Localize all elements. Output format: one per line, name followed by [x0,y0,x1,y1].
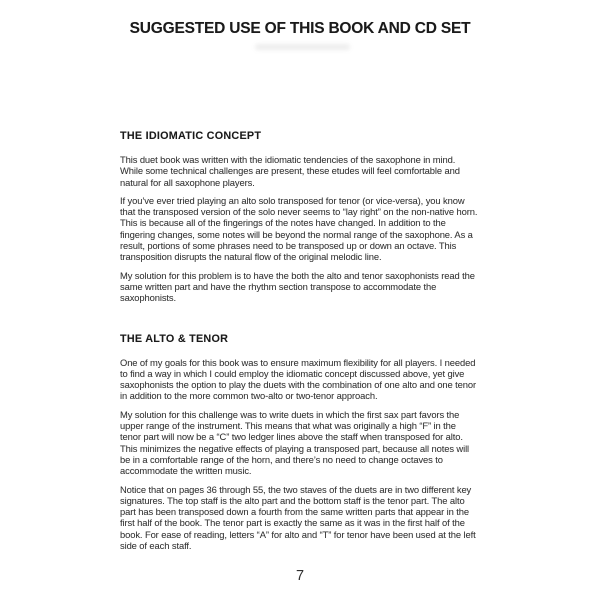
text-line: While some technical challenges are present, these etudes will feel comfortable and [120,165,460,177]
text-line: book. For ease of reading, letters “A” for alto and “T” for tenor have been used at the left [120,528,476,540]
text-line: tenor part will now be a “C” two ledger lines above the staff when transposed for alto. [120,431,463,443]
text-line: Notice that on pages 36 through 55, the two staves of the duets are in two different key [120,483,472,495]
text-line: to find a way in which I could employ the idiomatic concept discussed above, yet give [120,367,465,379]
section-heading: THE ALTO & TENOR [120,332,229,345]
text-line: part has been transposed down a fourth from the same written parts that appear in the [120,506,470,518]
text-line: accommodate the written music. [120,465,252,477]
text-line: in addition to the more common two-alto or two-tenor approach. [120,390,378,402]
page-title: SUGGESTED USE OF THIS BOOK AND CD SET [129,20,471,37]
page-number: 7 [295,568,305,584]
page-content [120,131,500,551]
text-line: transposition disrupts the natural flow of the original melodic line. [120,251,382,263]
text-line: If you’ve ever tried playing an alto solo transposed for tenor (or vice-versa), you know [120,194,465,206]
paragraph [120,195,500,263]
text-line: side of each staff. [120,540,192,552]
text-line: My solution for this challenge was to write duets in which the first sax part favors the [120,408,460,420]
text-line: upper range of the instrument. This means that what was originally a high “F” in the [120,420,456,432]
text-line: saxophonists the option to play the duets with the combination of one alto and one tenor [120,379,477,391]
text-line: saxophonists. [120,292,177,304]
text-line: My solution for this problem is to have the both the alto and tenor saxophonists read the [120,269,475,281]
text-line: This minimizes the negative effects of playing a transposed part, because all notes will [120,442,470,454]
text-line: This is because all of the fingerings of the notes have changed. In addition to the [120,217,446,229]
text-line: first half of the book. The tenor part is exactly the same as it was in the first half of the [120,517,465,529]
paragraph [120,409,500,477]
paragraph [120,270,500,304]
paragraph [120,484,500,552]
section-heading: THE IDIOMATIC CONCEPT [120,130,262,142]
text-line: fingering changes, some notes will be beyond the normal range of the saxophone. As a [120,228,473,240]
section [120,131,500,304]
paragraph [120,357,500,402]
title-smudge-artifact [255,44,350,50]
text-line: signatures. The top staff is the alto part and the bottom staff is the tenor part. The alto [120,494,465,506]
text-line: This duet book was written with the idiomatic tendencies of the saxophone in mind. [120,154,456,165]
section [120,334,500,552]
text-line: result, portions of some phrases need to be transposed up or down an octave. This [120,240,457,252]
text-line: One of my goals for this book was to ensure maximum flexibility for all players. I needed [120,356,476,368]
text-line: be in a comfortable range of the horn, and there’s no need to change octaves to [120,453,443,465]
text-line: same written part and have the rhythm section transpose to accommodate the [120,280,437,292]
paragraph [120,154,500,188]
text-line: that the transposed version of the solo never seems to “lay right” on the non-native horn. [120,206,478,218]
text-line: natural for all saxophone players. [120,176,255,188]
